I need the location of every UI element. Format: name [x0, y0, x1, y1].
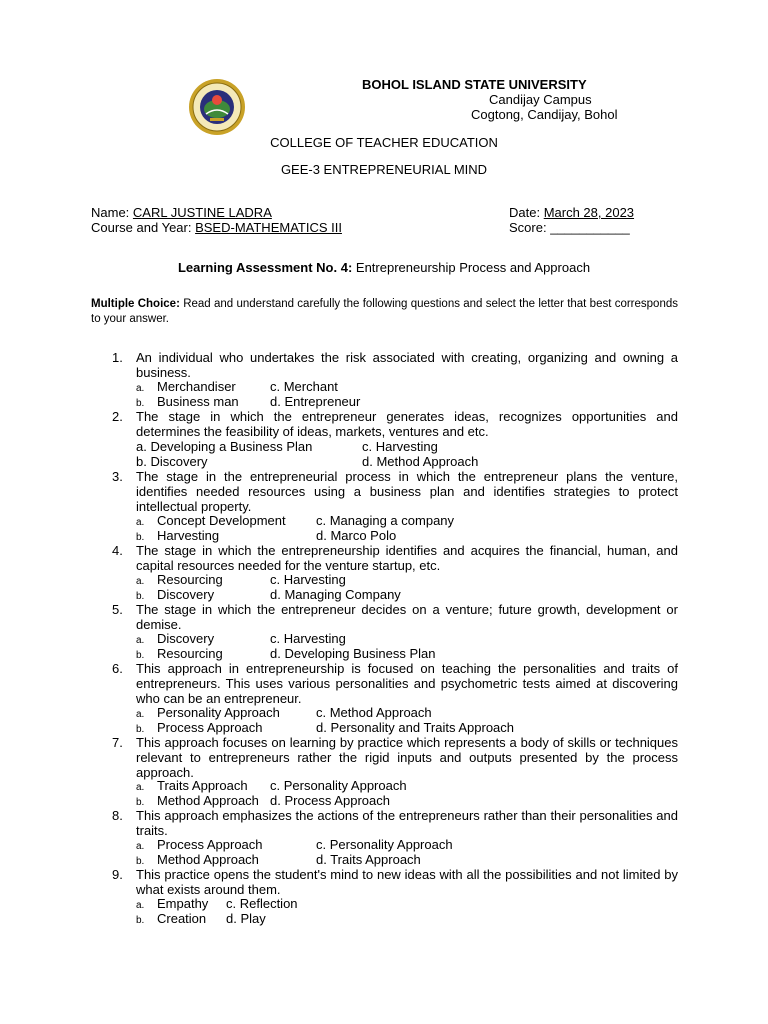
option-letter-a: a.	[136, 383, 145, 394]
assessment-number: Learning Assessment No. 4:	[177, 260, 353, 275]
question-number: 6.	[112, 661, 123, 676]
question-text: This practice opens the student's mind to new ideas with all the possibilities and not limited by what exists around them.	[136, 867, 678, 897]
option-letter-a: a.	[136, 900, 145, 911]
option-b: Business man	[157, 394, 239, 409]
date-value: March 28, 2023	[543, 205, 635, 220]
option-a: a. Developing a Business Plan	[136, 439, 313, 454]
option-a: Resourcing	[157, 572, 223, 587]
course-year-label: Course and Year:	[91, 220, 192, 235]
option-letter-b: b.	[136, 591, 145, 602]
option-a: Traits Approach	[157, 778, 248, 793]
date-label: Date:	[509, 205, 541, 220]
question-number: 8.	[112, 808, 123, 823]
option-b: Harvesting	[157, 528, 220, 543]
option-b: Method Approach	[157, 793, 259, 808]
question-text: This approach in entrepreneurship is focused on teaching the personalities and traits of entrepreneurs. This uses various personalities and psychometric tests aimed at discovering who can be an entrepreneur.	[136, 661, 678, 706]
option-b: Process Approach	[157, 720, 263, 735]
option-a: Concept Development	[157, 513, 286, 528]
campus-address: Cogtong, Candijay, Bohol	[471, 107, 618, 122]
question-number: 1.	[112, 350, 123, 365]
option-letter-a: a.	[136, 841, 145, 852]
option-letter-a: a.	[136, 782, 145, 793]
option-row	[136, 911, 266, 929]
option-letter-b: b.	[136, 856, 145, 867]
instructions-text: Read and understand carefully the following questions and select the letter that best corresponds to your answer.	[91, 298, 678, 325]
name-line	[91, 205, 272, 220]
option-row	[136, 439, 438, 455]
option-d: d. Play	[226, 911, 266, 926]
student-name: CARL JUSTINE LADRA	[132, 205, 272, 220]
option-letter-b: b.	[136, 532, 145, 543]
question-text: The stage in the entrepreneurial process in which the entrepreneur plans the venture, identifies needed resources using a business plan and identifies strategies to protect intellectual property.	[136, 469, 678, 514]
option-letter-b: b.	[136, 915, 145, 926]
option-c: c. Harvesting	[362, 439, 438, 454]
option-d: d. Managing Company	[270, 587, 401, 602]
question-text: An individual who undertakes the risk associated with creating, organizing and owning a business.	[136, 350, 678, 380]
name-label: Name:	[91, 205, 130, 220]
option-a: Process Approach	[157, 837, 263, 852]
option-c: c. Personality Approach	[270, 778, 407, 793]
option-letter-b: b.	[136, 398, 145, 409]
option-letter-b: b.	[136, 724, 145, 735]
option-letter-b: b.	[136, 650, 145, 661]
question-number: 7.	[112, 735, 123, 750]
option-a: Merchandiser	[157, 379, 236, 394]
question-text: The stage in which the entrepreneur generates ideas, recognizes opportunities and determines the feasibility of ideas, markets, ventures and etc.	[136, 409, 678, 439]
option-letter-b: b.	[136, 797, 145, 808]
option-d: d. Personality and Traits Approach	[316, 720, 515, 735]
option-letter-a: a.	[136, 517, 145, 528]
question-6	[112, 662, 678, 706]
option-c: c. Harvesting	[270, 631, 346, 646]
course-name: GEE-3 ENTREPRENEURIAL MIND	[280, 162, 488, 177]
question-1	[112, 351, 678, 381]
option-d: d. Entrepreneur	[270, 394, 361, 409]
option-b: Discovery	[157, 587, 215, 602]
course-year-value: BSED-MATHEMATICS III	[195, 220, 342, 235]
option-d: d. Developing Business Plan	[270, 646, 436, 661]
question-4	[112, 544, 678, 574]
option-d: d. Traits Approach	[316, 852, 421, 867]
option-row	[136, 454, 479, 470]
option-d: d. Marco Polo	[316, 528, 397, 543]
option-c: c. Personality Approach	[316, 837, 453, 852]
option-b: Method Approach	[157, 852, 259, 867]
score-line	[509, 220, 630, 235]
option-a: Empathy	[157, 896, 209, 911]
assessment-title	[0, 260, 768, 275]
option-a: Discovery	[157, 631, 215, 646]
question-text: This approach emphasizes the actions of the entrepreneurs rather than their personalities and traits.	[136, 808, 678, 838]
question-number: 4.	[112, 543, 123, 558]
question-3	[112, 470, 678, 514]
question-number: 3.	[112, 469, 123, 484]
instructions-label: Multiple Choice:	[91, 298, 180, 310]
instructions	[91, 297, 678, 327]
score-blank: ___________	[550, 220, 630, 235]
assessment-topic: Entrepreneurship Process and Approach	[352, 260, 591, 275]
question-7	[112, 736, 678, 780]
option-b: Creation	[157, 911, 207, 926]
question-text: The stage in which the entrepreneurship identifies and acquires the financial, human, and capital resources needed for the venture startup, etc.	[136, 543, 678, 573]
question-number: 2.	[112, 409, 123, 424]
score-label: Score:	[509, 220, 547, 235]
option-letter-a: a.	[136, 576, 145, 587]
question-5	[112, 603, 678, 633]
option-letter-a: a.	[136, 709, 145, 720]
option-c: c. Merchant	[270, 379, 338, 394]
date-line	[509, 205, 634, 220]
question-text: The stage in which the entrepreneur decides on a venture; future growth, development or demise.	[136, 602, 678, 632]
option-c: c. Method Approach	[316, 705, 432, 720]
option-letter-a: a.	[136, 635, 145, 646]
option-a: Personality Approach	[157, 705, 280, 720]
course-year-line	[91, 220, 342, 235]
question-9	[112, 868, 678, 898]
option-c: c. Harvesting	[270, 572, 346, 587]
campus-name: Candijay Campus	[489, 92, 592, 107]
university-name: BOHOL ISLAND STATE UNIVERSITY	[362, 77, 587, 92]
question-2	[112, 410, 678, 440]
option-d: d. Process Approach	[270, 793, 390, 808]
option-c: c. Reflection	[226, 896, 298, 911]
university-seal-logo	[188, 78, 246, 136]
college-name: COLLEGE OF TEACHER EDUCATION	[270, 135, 498, 150]
question-number: 9.	[112, 867, 123, 882]
option-b: b. Discovery	[136, 454, 208, 469]
question-text: This approach focuses on learning by practice which represents a body of skills or techniques relevant to entrepreneurs rather the rigid inputs and outputs presented by the process approach.	[136, 735, 678, 780]
option-b: Resourcing	[157, 646, 223, 661]
question-8	[112, 809, 678, 839]
question-number: 5.	[112, 602, 123, 617]
option-c: c. Managing a company	[316, 513, 455, 528]
option-d: d. Method Approach	[362, 454, 479, 469]
